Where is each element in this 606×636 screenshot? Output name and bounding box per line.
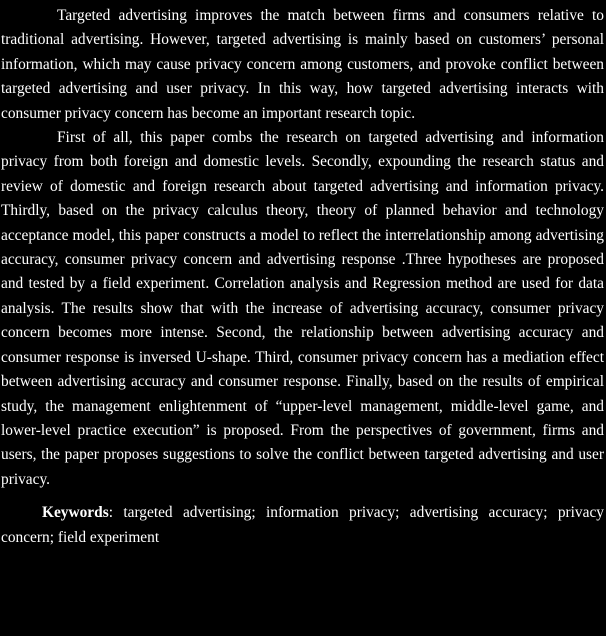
abstract-paragraph-1: Targeted advertising improves the match between firms and consumers relative to traditional advertising. However, targeted advertising is mainly based on customers’ personal information, which may cause privacy concern among customers, and provoke conflict between targeted advertising and user privacy. In this way, how targeted advertising interacts with consumer privacy concern has become an important research topic. <box>1 7 604 122</box>
keywords-line <box>1 501 604 550</box>
keywords-text: targeted advertising; information privacy; advertising accuracy; privacy concern; field experiment <box>1 504 604 546</box>
keywords-separator: : <box>108 504 113 522</box>
keywords-label: Keywords <box>42 504 109 522</box>
abstract-paragraph-2: First of all, this paper combs the research on targeted advertising and information privacy from both foreign and domestic levels. Secondly, expounding the research status and review of domestic and foreign research about targeted advertising and information privacy. Thirdly, based on the privacy calculus theory, theory of planned behavior and technology acceptance model, this paper constructs a model to reflect the interrelationship among advertising accuracy, consumer privacy concern and advertising response .Three hypotheses are proposed and tested by a field experiment. Correlation analysis and Regression method are used for data analysis. The results show that with the increase of advertising accuracy, consumer privacy concern becomes more intense. Second, the relationship between advertising accuracy and consumer response is inversed U-shape. Third, consumer privacy concern has a mediation effect between advertising accuracy and consumer response. Finally, based on the results of empirical study, the management enlightenment of “upper-level management, middle-level game, and lower-level practice execution” is proposed. From the perspectives of government, firms and users, the paper proposes suggestions to solve the conflict between targeted advertising and user privacy. <box>1 129 604 488</box>
abstract-document <box>0 4 606 550</box>
